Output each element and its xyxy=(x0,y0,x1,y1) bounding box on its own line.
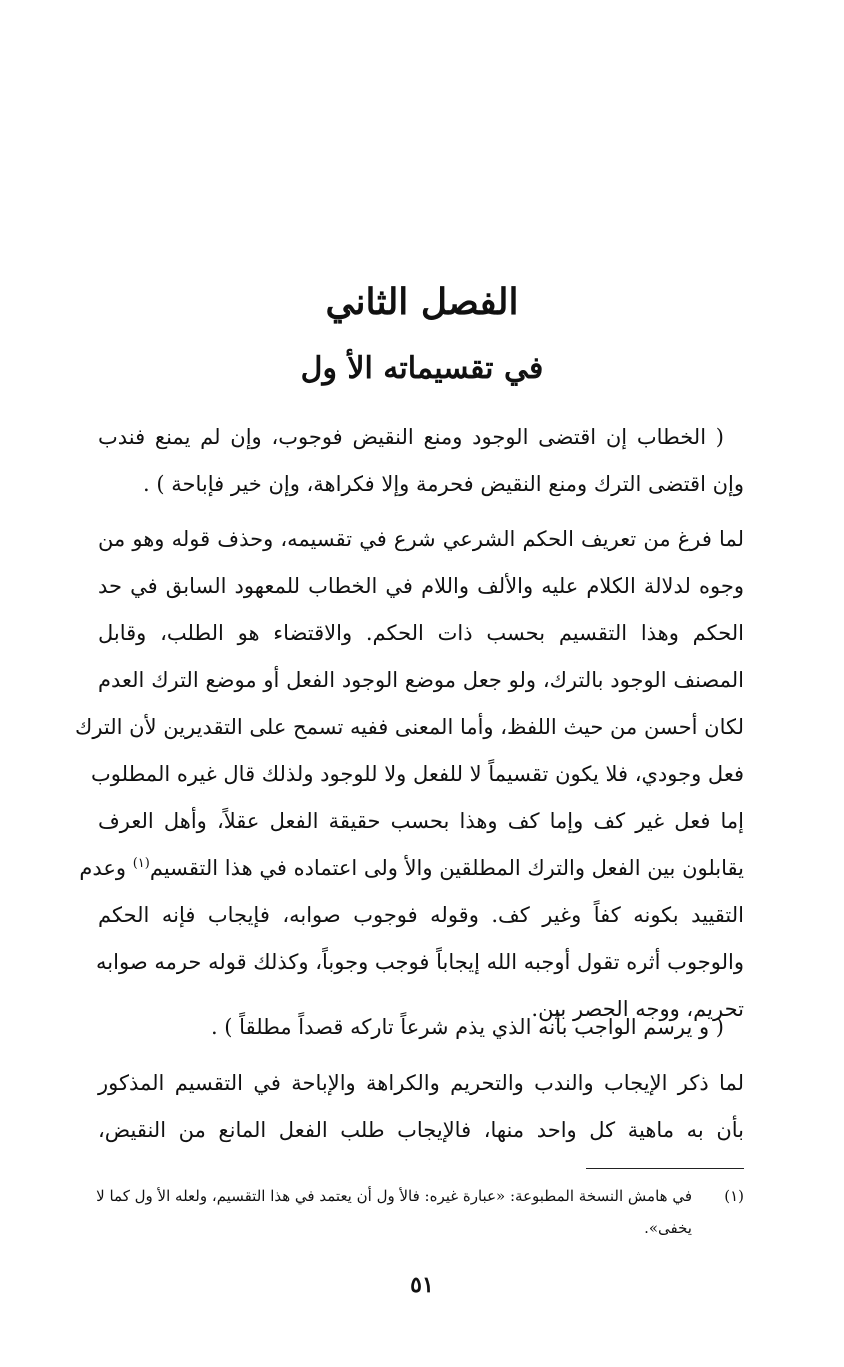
matn-statement-2 xyxy=(98,1004,744,1051)
footnote-reference[interactable]: (١) xyxy=(132,856,150,871)
text-segment: وعدم xyxy=(79,856,133,880)
chapter-subtitle: في تقسيماته الأ ول xyxy=(300,351,544,386)
footnote xyxy=(98,1180,744,1244)
text-segment: يقابلون بين الفعل والترك المطلقين والأ ولى اعتماده في هذا التقسيم xyxy=(149,856,744,880)
text-line: فعل وجودي، فلا يكون تقسيماً لا للفعل ولا للوجود ولذلك قال غيره المطلوب xyxy=(91,762,744,786)
text-line: وجوه لدلالة الكلام عليه والألف واللام في الخطاب للمعهود السابق في حد xyxy=(98,574,744,598)
text-line: لما ذكر الإيجاب والندب والتحريم والكراهة والإباحة في التقسيم المذكور xyxy=(98,1071,744,1095)
text-line: وإن اقتضى الترك ومنع النقيض فحرمة وإلا فكراهة، وإن خير فإباحة ) . xyxy=(143,472,744,496)
text-line: ( الخطاب إن اقتضى الوجود ومنع النقيض فوجوب، وإن لم يمنع فندب xyxy=(98,425,724,449)
footnote-line xyxy=(98,1180,744,1212)
text-line: بأن به ماهية كل واحد منها، فالإيجاب طلب الفعل المانع من النقيض، xyxy=(98,1118,744,1142)
text-line: التقييد بكونه كفاً وغير كف. وقوله فوجوب صوابه، فإيجاب فإنه الحكم xyxy=(98,903,744,927)
chapter-title: الفصل الثاني xyxy=(325,281,519,323)
footnote-number: (١) xyxy=(724,1187,744,1205)
text-line: لما فرغ من تعريف الحكم الشرعي شرع في تقسيمه، وحذف قوله وهو من xyxy=(98,527,744,551)
footnote-divider xyxy=(586,1168,744,1169)
footnote-line: يخفى». xyxy=(644,1219,692,1237)
text-line: والوجوب أثره تقول أوجبه الله إيجاباً فوجب وجوباً، وكذلك قوله حرمه صوابه xyxy=(96,950,744,974)
text-line: لكان أحسن من حيث اللفظ، وأما المعنى ففيه تسمح على التقديرين لأن الترك xyxy=(75,715,744,739)
text-line-with-footnote xyxy=(79,845,744,892)
text-line: الحكم وهذا التقسيم بحسب ذات الحكم. والاقتضاء هو الطلب، وقابل xyxy=(98,621,744,645)
text-line: ( و يرسم الواجب بأنه الذي يذم شرعاً تاركه قصداً مطلقاً ) . xyxy=(210,1015,724,1039)
text-line: تحريم، ووجه الحصر بين. xyxy=(531,997,744,1021)
page-number: ٥١ xyxy=(410,1272,434,1298)
footnote-text: في هامش النسخة المطبوعة: «عبارة غيره: فالأ ول أن يعتمد في هذا التقسيم، ولعله الأ ول كما لا xyxy=(96,1187,692,1205)
text-line: إما فعل غير كف وإما كف وهذا بحسب حقيقة الفعل عقلاً، وأهل العرف xyxy=(98,809,744,833)
text-line: المصنف الوجود بالترك، ولو جعل موضع الوجود الفعل أو موضع الترك العدم xyxy=(98,668,744,692)
commentary-paragraph-1 xyxy=(75,516,744,1033)
matn-statement-1 xyxy=(98,414,744,508)
commentary-paragraph-2 xyxy=(98,1060,744,1154)
